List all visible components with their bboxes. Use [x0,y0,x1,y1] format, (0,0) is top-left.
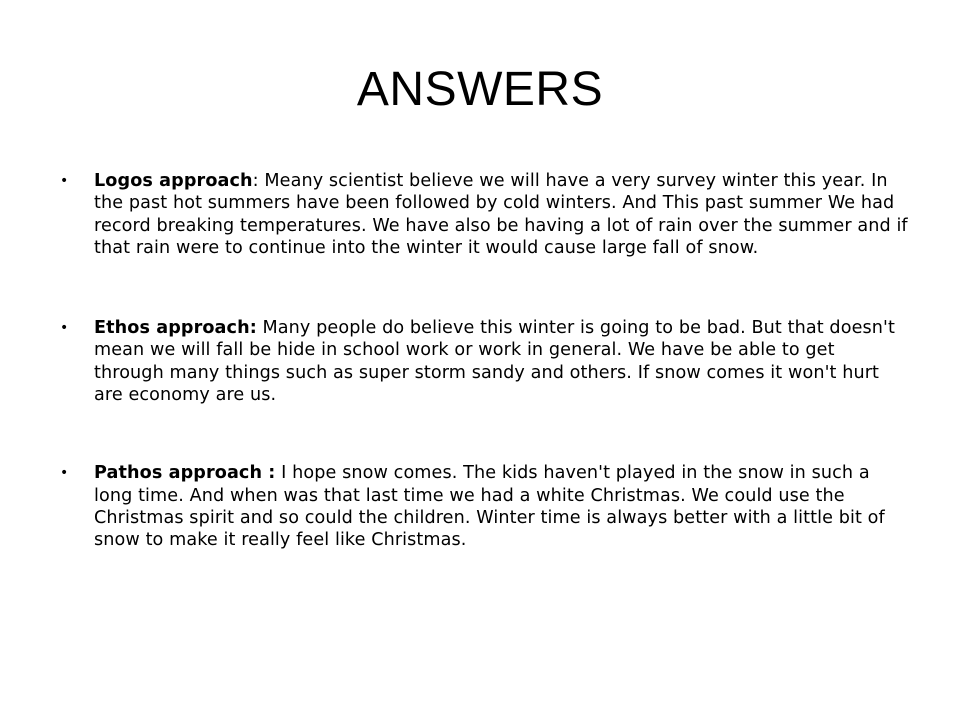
bullet-text-pathos: I hope snow comes. The kids haven't played in the snow in such a long time. And when was that last time we had a white Christmas. We could use the Christmas spirit and so could the children. Winter time is always better with a little bit of snow to make it really feel like Christmas. [94,463,885,551]
bullet-lead-logos: Logos approach [94,171,253,191]
bullet-marker-icon: • [60,320,69,337]
bullet-marker-icon: • [60,465,69,482]
bullet-item-logos [60,170,910,259]
bullet-list [60,170,910,552]
bullet-lead-ethos: Ethos approach: [94,318,257,339]
bullet-marker-icon: • [60,173,69,189]
bullet-lead-pathos: Pathos approach : [94,463,276,484]
slide-title: ANSWERS [356,63,604,116]
bullet-text-ethos: Many people do believe this winter is going to be bad. But that doesn't mean we will fall be hide in school work or work in general. We have be able to get through many things such as super storm sandy and others. If snow comes it won't hurt are economy are us. [94,318,895,406]
bullet-item-pathos [60,462,910,551]
bullet-item-ethos [60,317,910,406]
bullet-text-logos: : Meany scientist believe we will have a very survey winter this year. In the past hot summers have been followed by cold winters. And This past summer We had record breaking temperatures. We have also be having a lot of rain over the summer and if that rain were to continue into the winter it would cause large fall of snow. [94,171,908,258]
